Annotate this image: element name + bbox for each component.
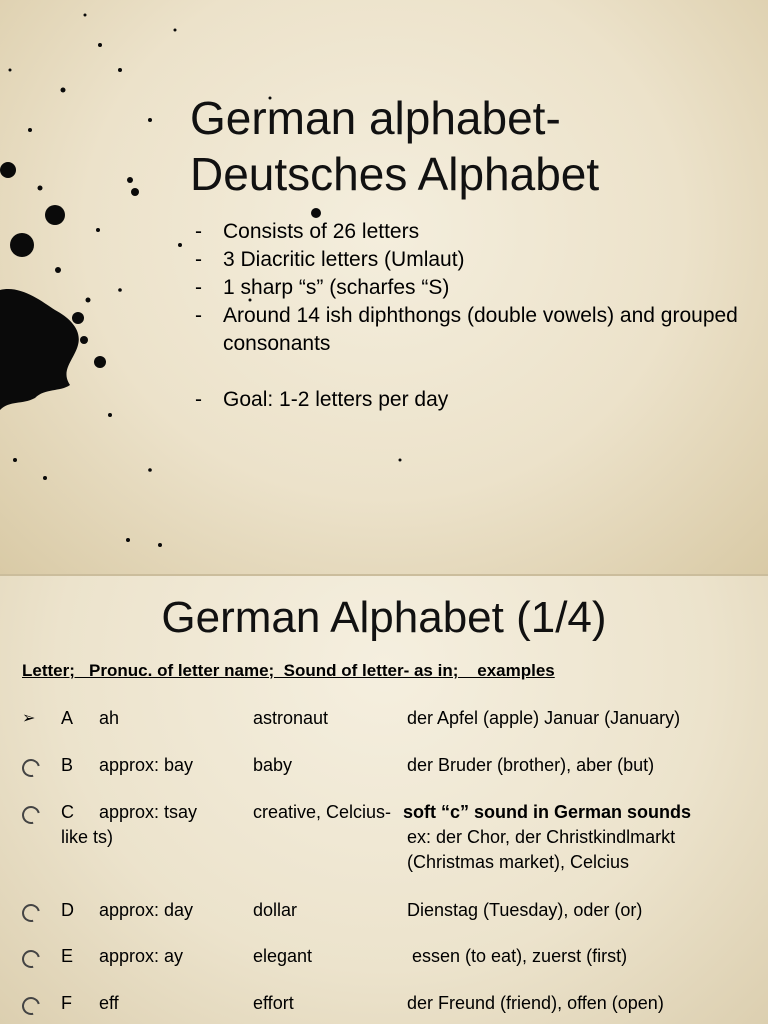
ring-bullet-icon — [19, 947, 44, 972]
list-item — [195, 302, 755, 358]
letter: A — [61, 708, 74, 728]
pronunciation: approx: day — [99, 900, 194, 920]
list-item — [195, 386, 755, 414]
bullet-text: Consists of 26 letters — [223, 220, 420, 243]
example: der Freund (friend), offen (open) — [407, 993, 664, 1013]
slide-2 — [0, 576, 768, 1024]
sound-as-in: creative, Celcius- — [253, 802, 392, 822]
sound-as-in: effort — [253, 993, 294, 1013]
dash-bullet: - — [195, 388, 202, 411]
table-header: Letter; Pronuc. of letter name; Sound of letter- as in; examples — [22, 661, 555, 680]
bullet-text: 1 sharp “s” (scharfes “S) — [223, 276, 450, 299]
pronunciation: eff — [99, 993, 119, 1013]
bullet-text: Around 14 ish diphthongs (double vowels) and grouped consonants — [223, 304, 738, 355]
example: der Apfel (apple) Januar (January) — [407, 708, 681, 728]
letter: B — [61, 755, 74, 775]
ring-bullet-icon — [19, 994, 44, 1019]
list-item — [195, 246, 755, 274]
example: Dienstag (Tuesday), oder (or) — [407, 900, 643, 920]
ring-bullet-icon — [19, 803, 44, 828]
list-item — [195, 274, 755, 302]
example: der Bruder (brother), aber (but) — [407, 755, 655, 775]
slide-1-bullet-list — [195, 218, 755, 414]
dash-bullet: - — [195, 248, 202, 271]
title-line-2: Deutsches Alphabet — [190, 148, 600, 200]
arrow-bullet-icon: ➢ — [22, 710, 36, 727]
dash-bullet: - — [195, 304, 202, 327]
ring-bullet-icon — [19, 756, 44, 781]
sound-as-in: elegant — [253, 946, 313, 966]
letter: F — [61, 993, 72, 1013]
pronunciation-continued: like ts) — [61, 827, 114, 847]
pronunciation: ah — [99, 708, 120, 728]
slide-1-title — [190, 90, 750, 202]
sound-as-in: dollar — [253, 900, 298, 920]
letter: E — [61, 946, 74, 966]
bullet-text: 3 Diacritic letters (Umlaut) — [223, 248, 465, 271]
bullet-text: Goal: 1-2 letters per day — [223, 388, 449, 411]
list-item — [195, 218, 755, 246]
example-note: soft “c” sound in German sounds — [403, 802, 692, 822]
pronunciation: approx: bay — [99, 755, 194, 775]
example: ex: der Chor, der Christkindlmarkt (Christmas market), Celcius — [407, 827, 676, 872]
sound-as-in: astronaut — [253, 708, 329, 728]
dash-bullet: - — [195, 220, 202, 243]
pronunciation: approx: ay — [99, 946, 184, 966]
slide-2-title: German Alphabet (1/4) — [161, 593, 607, 642]
letter: C — [61, 802, 74, 822]
dash-bullet: - — [195, 276, 202, 299]
ring-bullet-icon — [19, 901, 44, 926]
sound-as-in: baby — [253, 755, 293, 775]
example: essen (to eat), zuerst (first) — [407, 946, 628, 966]
pronunciation: approx: tsay — [99, 802, 198, 822]
letter: D — [61, 900, 74, 920]
title-line-1: German alphabet- — [190, 92, 561, 144]
